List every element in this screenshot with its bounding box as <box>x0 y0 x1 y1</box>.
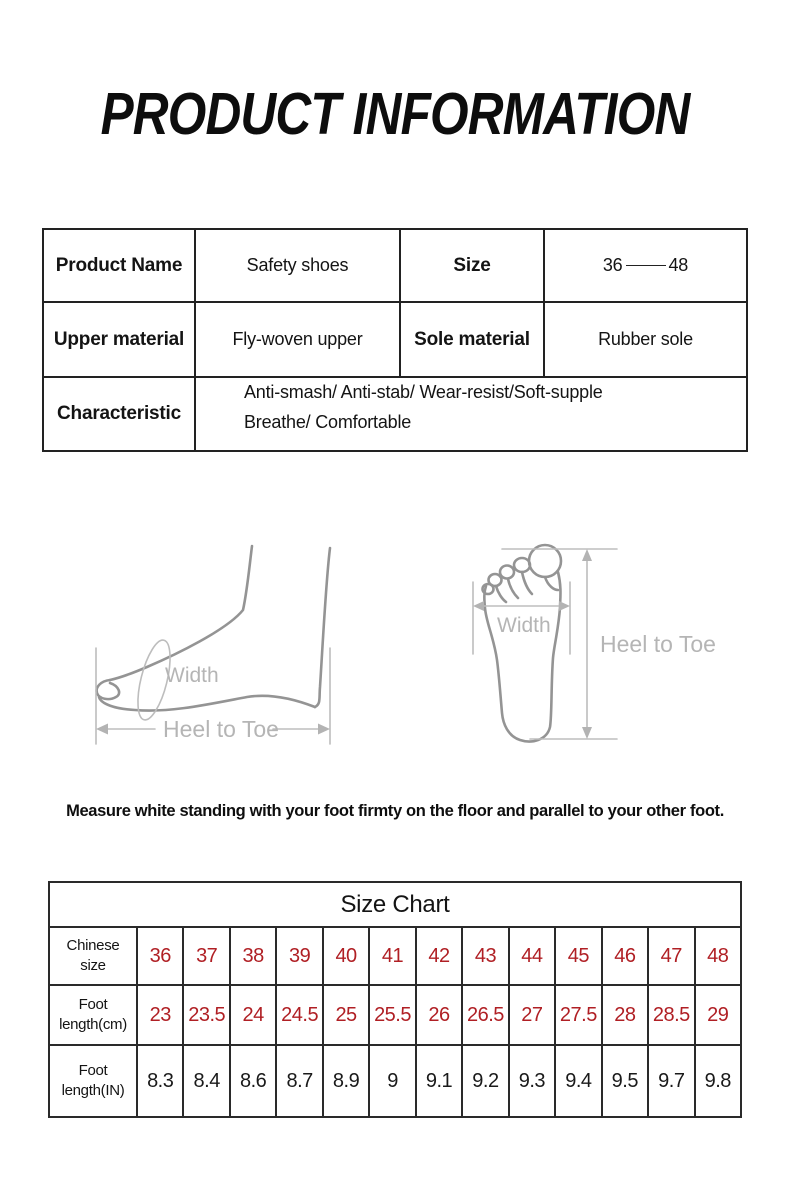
size-chart-cell: 8.9 <box>323 1045 369 1117</box>
foot-side-view-diagram <box>75 520 355 765</box>
size-chart-cell: 37 <box>183 927 229 985</box>
size-chart-cell: 39 <box>276 927 322 985</box>
sole-material-label: Sole material <box>400 302 544 377</box>
size-chart-cell: 25 <box>323 985 369 1045</box>
size-range <box>544 229 747 302</box>
product-name-value: Safety shoes <box>195 229 400 302</box>
measure-instruction: Measure white standing with your foot firmty on the floor and parallel to your other foot. <box>66 802 724 820</box>
size-chart-cell: 9.8 <box>695 1045 741 1117</box>
size-chart-cell: 9 <box>369 1045 415 1117</box>
bottom-width-label: Width <box>497 614 551 637</box>
size-chart-cell: 9.1 <box>416 1045 462 1117</box>
size-to: 48 <box>668 255 689 275</box>
size-chart-cell: 44 <box>509 927 555 985</box>
size-chart-cell: 24 <box>230 985 276 1045</box>
size-range-dash <box>626 265 666 266</box>
size-chart-row-label: Foot length(cm) <box>49 985 137 1045</box>
characteristic-value <box>195 377 747 451</box>
size-chart-cell: 23 <box>137 985 183 1045</box>
size-chart-table <box>48 881 742 1118</box>
size-label: Size <box>400 229 544 302</box>
bottom-heel-to-toe-label: Heel to Toe <box>600 631 716 657</box>
product-name-label: Product Name <box>43 229 195 302</box>
size-chart-cell: 27.5 <box>555 985 601 1045</box>
size-chart-cell: 41 <box>369 927 415 985</box>
size-chart-cell: 45 <box>555 927 601 985</box>
size-from: 36 <box>602 255 623 275</box>
size-chart-cell: 8.7 <box>276 1045 322 1117</box>
sole-material-value: Rubber sole <box>544 302 747 377</box>
size-chart-cell: 9.4 <box>555 1045 601 1117</box>
size-chart-cell: 48 <box>695 927 741 985</box>
size-chart-cell: 28.5 <box>648 985 694 1045</box>
size-chart-cell: 26.5 <box>462 985 508 1045</box>
size-chart-row-label: Chinese size <box>49 927 137 985</box>
size-chart-cell: 28 <box>602 985 648 1045</box>
size-chart-row-label: Foot length(IN) <box>49 1045 137 1117</box>
size-chart-title: Size Chart <box>49 882 741 927</box>
characteristic-line-2: Breathe/ Comfortable <box>244 411 412 432</box>
size-chart-cell: 9.7 <box>648 1045 694 1117</box>
product-info-table <box>42 228 748 452</box>
size-chart-cell: 38 <box>230 927 276 985</box>
size-chart-cell: 24.5 <box>276 985 322 1045</box>
size-chart-cell: 8.3 <box>137 1045 183 1117</box>
size-chart-cell: 27 <box>509 985 555 1045</box>
characteristic-label: Characteristic <box>43 377 195 451</box>
size-chart-cell: 47 <box>648 927 694 985</box>
size-chart-cell: 43 <box>462 927 508 985</box>
size-chart-cell: 8.6 <box>230 1045 276 1117</box>
side-heel-to-toe-label: Heel to Toe <box>163 716 279 742</box>
page-title: PRODUCT INFORMATION <box>100 81 690 147</box>
upper-material-label: Upper material <box>43 302 195 377</box>
size-chart-cell: 29 <box>695 985 741 1045</box>
size-chart-cell: 25.5 <box>369 985 415 1045</box>
size-chart-cell: 9.3 <box>509 1045 555 1117</box>
upper-material-value: Fly-woven upper <box>195 302 400 377</box>
size-chart-cell: 40 <box>323 927 369 985</box>
characteristic-line-1: Anti-smash/ Anti-stab/ Wear-resist/Soft-supple <box>244 382 603 402</box>
size-chart-cell: 9.2 <box>462 1045 508 1117</box>
size-chart-cell: 23.5 <box>183 985 229 1045</box>
size-chart-cell: 46 <box>602 927 648 985</box>
side-width-label: Width <box>165 664 219 687</box>
size-chart-cell: 26 <box>416 985 462 1045</box>
size-chart-cell: 36 <box>137 927 183 985</box>
foot-bottom-view-diagram <box>450 520 750 765</box>
size-chart-cell: 9.5 <box>602 1045 648 1117</box>
size-chart-cell: 42 <box>416 927 462 985</box>
size-chart-cell: 8.4 <box>183 1045 229 1117</box>
